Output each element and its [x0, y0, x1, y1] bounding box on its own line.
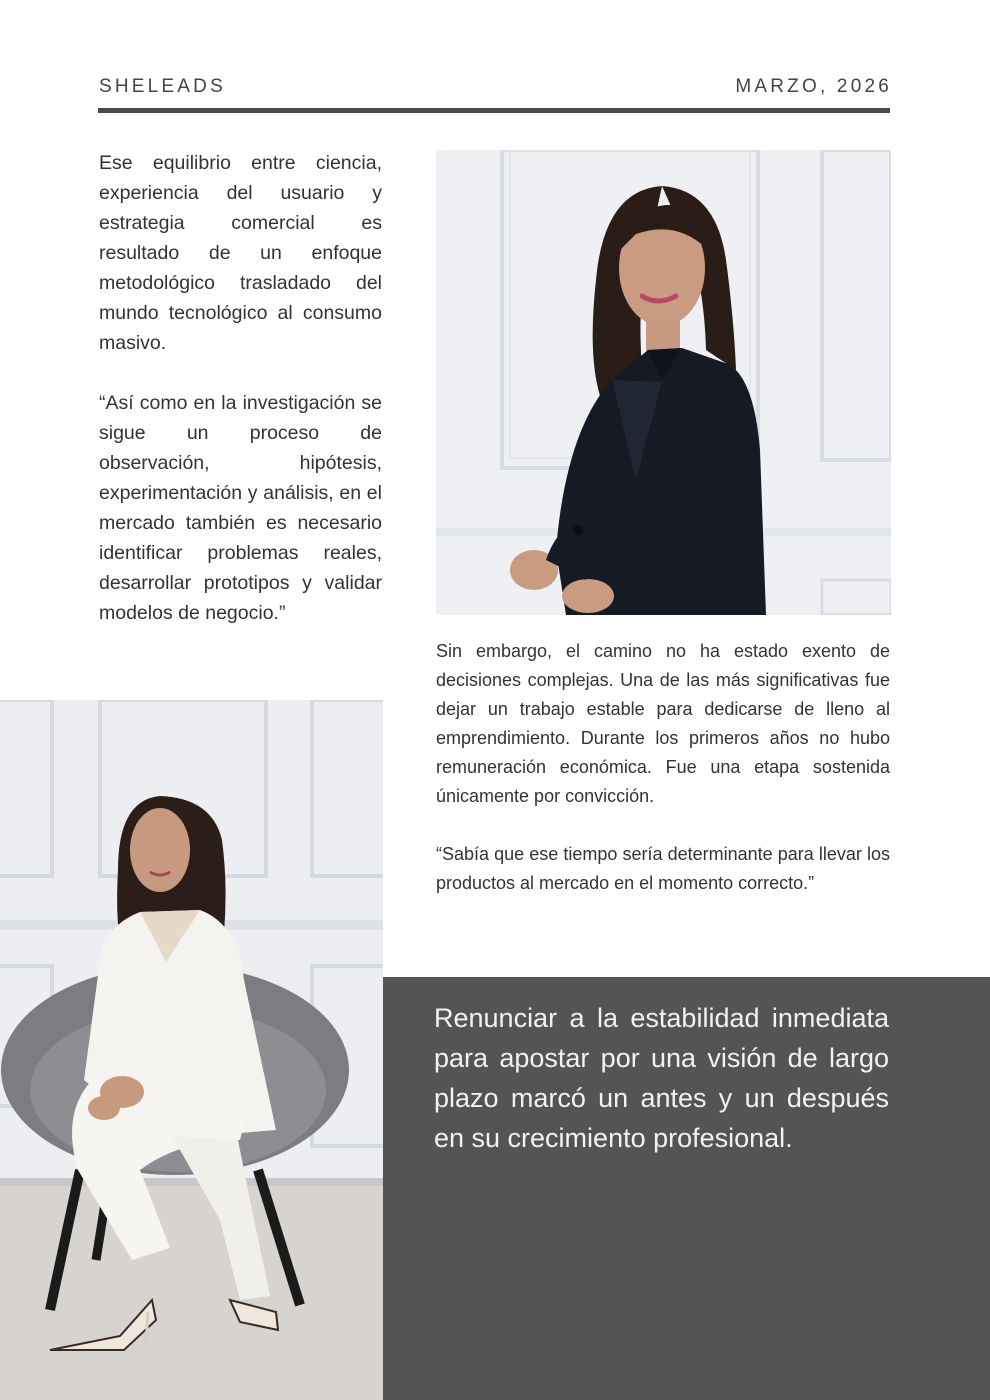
left-column-text	[99, 148, 382, 658]
pull-quote-text: Renunciar a la estabilidad inmediata para apostar por una visión de largo plazo marcó un antes y un después en su crecimiento profesional.	[434, 1003, 889, 1153]
left-paragraph-2-quote: “Así como en la investigación se sigue un proceso de observación, hipótesis, experimentación y análisis, en el mercado también es necesario identificar problemas reales, desarrollar prototipos y validar modelos de negocio.”	[99, 392, 382, 624]
publication-name: SHELEADS	[99, 76, 226, 97]
left-paragraph-1: Ese equilibrio entre ciencia, experiencia del usuario y estrategia comercial es resultado de un enfoque metodológico trasladado del mundo tecnológico al consumo masivo.	[99, 152, 382, 354]
right-paragraph-1: Sin embargo, el camino no ha estado exento de decisiones complejas. Una de las más significativas fue dejar un trabajo estable para dedicarse de lleno al emprendimiento. Durante los primeros años no hubo remuneración económica. Fue una etapa sostenida únicamente por convicción.	[436, 641, 890, 806]
right-column-text	[436, 637, 890, 927]
portrait-black-blazer-photo	[436, 150, 891, 615]
header-divider	[98, 108, 890, 113]
pull-quote-panel	[383, 977, 990, 1400]
portrait-white-suit-chair-photo	[0, 700, 383, 1400]
right-paragraph-2-quote: “Sabía que ese tiempo sería determinante para llevar los productos al mercado en el momento correcto.”	[436, 844, 890, 893]
issue-date: MARZO, 2026	[735, 76, 892, 97]
